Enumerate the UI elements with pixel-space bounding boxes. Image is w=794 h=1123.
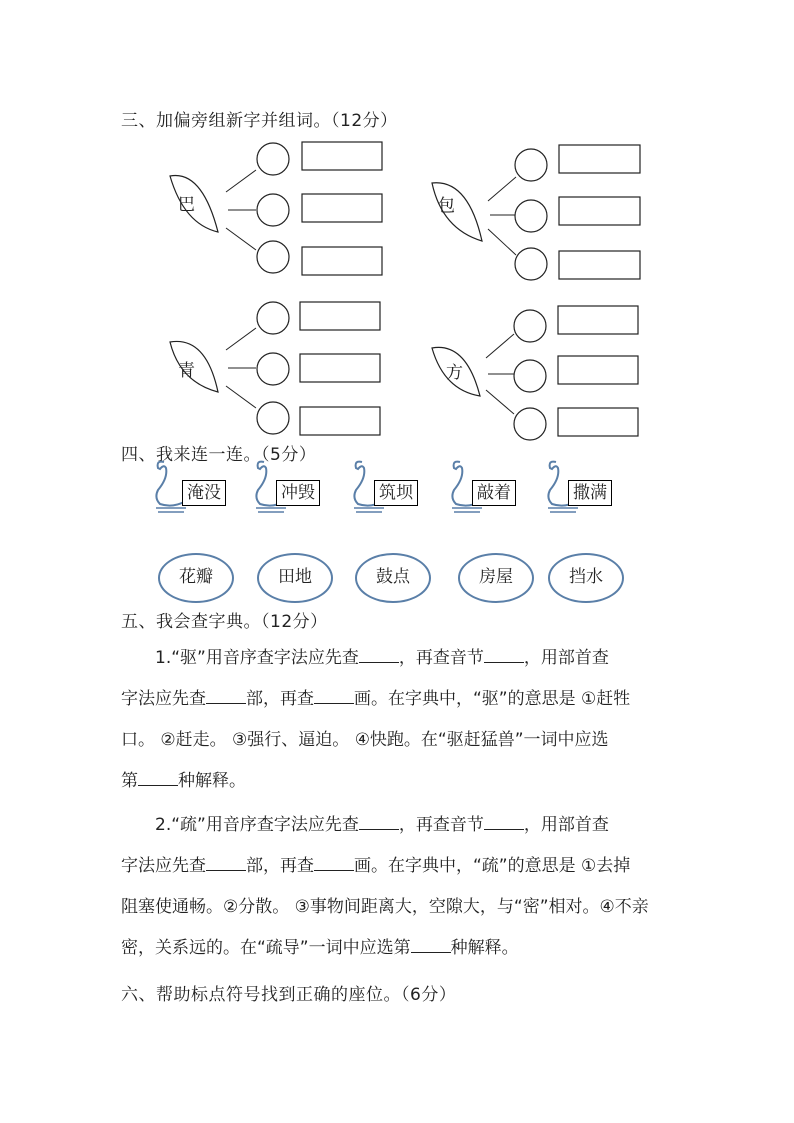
answer-blank[interactable]: [484, 813, 524, 830]
q2-line-1: 2.“疏”用音序查字法应先查 ，再查音节 ，用部首查: [155, 815, 609, 835]
answer-blank[interactable]: [206, 854, 246, 871]
radical-tree-bao: [430, 143, 650, 283]
swan-word-card: [542, 458, 632, 518]
answer-blank[interactable]: [359, 813, 399, 830]
answer-blank[interactable]: [138, 769, 178, 786]
leaf-diagram: [168, 300, 388, 440]
question-2: [121, 805, 676, 969]
word-box[interactable]: 淹没: [182, 480, 226, 506]
word-box[interactable]: 筑坝: [374, 480, 418, 506]
question-1: [121, 638, 676, 802]
word-box[interactable]: 冲毁: [276, 480, 320, 506]
answer-oval[interactable]: 房屋: [458, 553, 534, 603]
word-box[interactable]: 撒满: [568, 480, 612, 506]
section5-heading: 五、我会查字典。（12分）: [121, 612, 328, 632]
answer-blank[interactable]: [314, 687, 354, 704]
q2-line-4: 密，关系远的。在“疏导”一词中应选第 种解释。: [121, 938, 519, 958]
answer-blank[interactable]: [206, 687, 246, 704]
answer-oval[interactable]: 花瓣: [158, 553, 234, 603]
leaf-diagram: [430, 304, 650, 444]
section6-heading: 六、帮助标点符号找到正确的座位。（6分）: [121, 985, 457, 1005]
root-character: 巴: [178, 195, 195, 215]
q1-line-2: 字法应先查 部，再查 画。在字典中，“驱”的意思是 ①赶牲: [121, 689, 631, 709]
word-box[interactable]: 敲着: [472, 480, 516, 506]
radical-tree-qing: [168, 300, 388, 440]
answer-oval[interactable]: 挡水: [548, 553, 624, 603]
radical-tree-fang: [430, 304, 650, 444]
answer-oval[interactable]: 田地: [257, 553, 333, 603]
section3-heading: 三、加偏旁组新字并组词。（12分）: [121, 111, 398, 131]
root-character: 青: [178, 361, 195, 381]
swan-word-card: [446, 458, 536, 518]
answer-oval[interactable]: 鼓点: [355, 553, 431, 603]
answer-blank[interactable]: [484, 646, 524, 663]
swan-word-card: [250, 458, 340, 518]
q1-line-1: 1.“驱”用音序查字法应先查 ，再查音节 ，用部首查: [155, 648, 609, 668]
q2-line-3: 阻塞使通畅。②分散。 ③事物间距离大，空隙大，与“密”相对。④不亲: [121, 897, 649, 917]
answer-blank[interactable]: [314, 854, 354, 871]
q1-line-3: 口。 ②赶走。 ③强行、逼迫。 ④快跑。在“驱赶猛兽”一词中应选: [121, 730, 609, 750]
q2-line-2: 字法应先查 部，再查 画。在字典中，“疏”的意思是 ①去掉: [121, 856, 631, 876]
section4-heading: 四、我来连一连。（5分）: [121, 445, 317, 465]
root-character: 方: [446, 363, 463, 383]
q1-line-4: 第 种解释。: [121, 771, 246, 791]
radical-tree-ba: [168, 140, 388, 280]
swan-row: [150, 458, 630, 518]
root-character: 包: [438, 196, 455, 216]
answer-blank[interactable]: [411, 936, 451, 953]
leaf-diagram: [430, 143, 650, 283]
swan-word-card: [348, 458, 438, 518]
swan-word-card: [150, 458, 240, 518]
leaf-diagram: [168, 140, 388, 280]
answer-blank[interactable]: [359, 646, 399, 663]
